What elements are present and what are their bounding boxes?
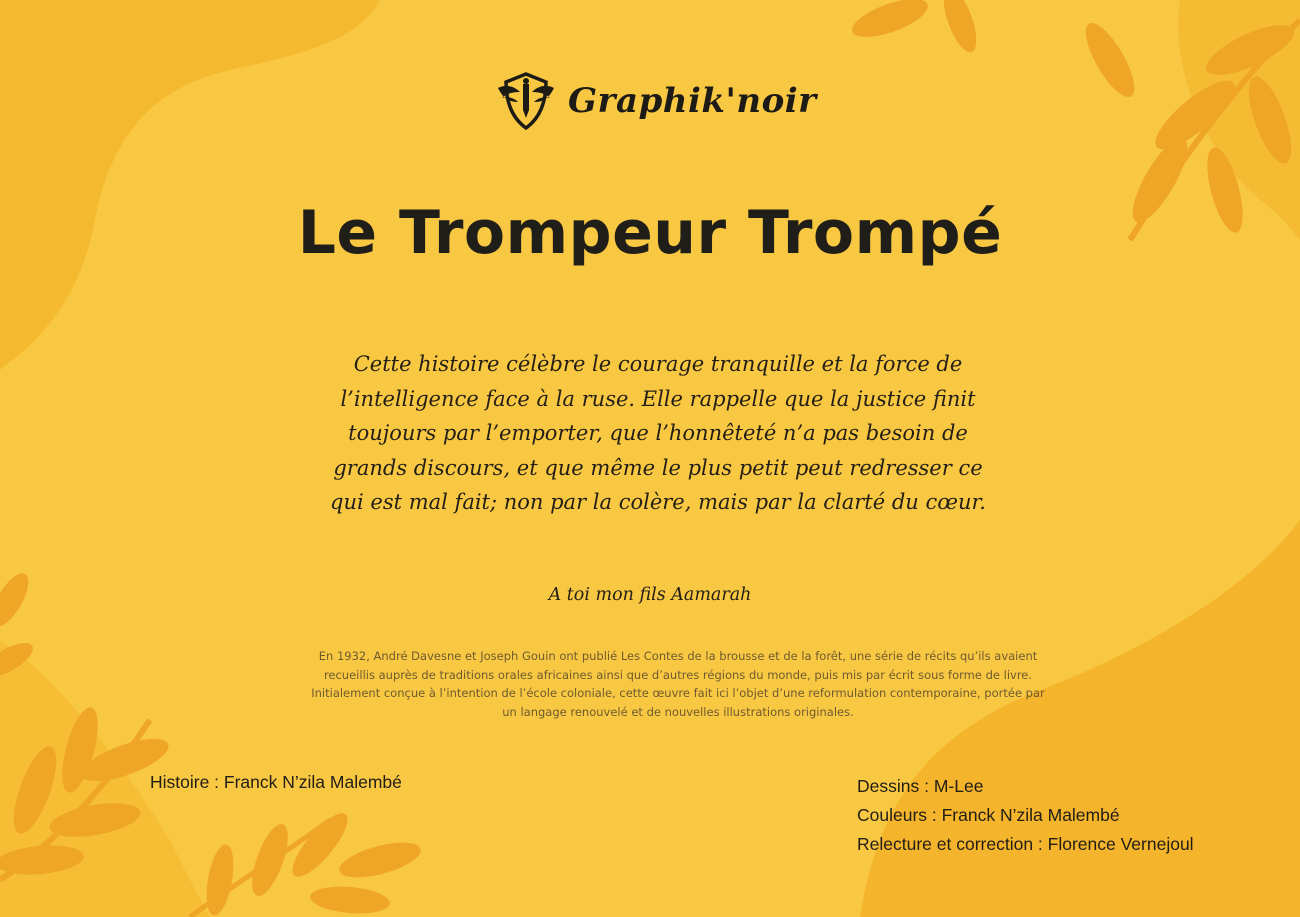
credit-story: Histoire : Franck N’zila Malembé — [150, 772, 402, 792]
credits-list — [857, 772, 1194, 859]
top-left-blob — [0, 0, 380, 370]
brand-name: Graphik'noir — [568, 81, 817, 121]
winged-shield-pen-icon — [496, 70, 556, 132]
source-notice: En 1932, André Davesne et Joseph Gouin ont publié Les Contes de la brousse et de la forêt, une série de récits qu’ils avaient recueillis auprès de traditions orales africaines ainsi que d’autres régions du monde, puis mis par écrit sous forme de livre. Initialement conçue à l’intention de l’école coloniale, cette œuvre fait ici l’objet d’une reformulation contemporaine, portée par un langage renouvelé et de nouvelles illustrations originales. — [311, 649, 1045, 719]
dedication: A toi mon fils Aamarah — [548, 585, 752, 605]
credit-colors: Couleurs : Franck N’zila Malembé — [857, 805, 1120, 825]
book-title: Le Trompeur Trompé — [297, 198, 1003, 268]
intro-paragraph: Cette histoire célèbre le courage tranquille et la force de l’intelligence face à la ruse. Elle rappelle que la justice finit toujours par l’emporter, que l’honnêteté n’a pas besoin de grands discours, et que même le plus petit peut redresser ce qui est mal fait; non par la colère, mais par la clarté du cœur. — [330, 352, 986, 514]
credit-drawings: Dessins : M-Lee — [857, 776, 984, 796]
credit-proofreading: Relecture et correction : Florence Vernejoul — [857, 834, 1194, 854]
brand-logo — [496, 70, 817, 132]
